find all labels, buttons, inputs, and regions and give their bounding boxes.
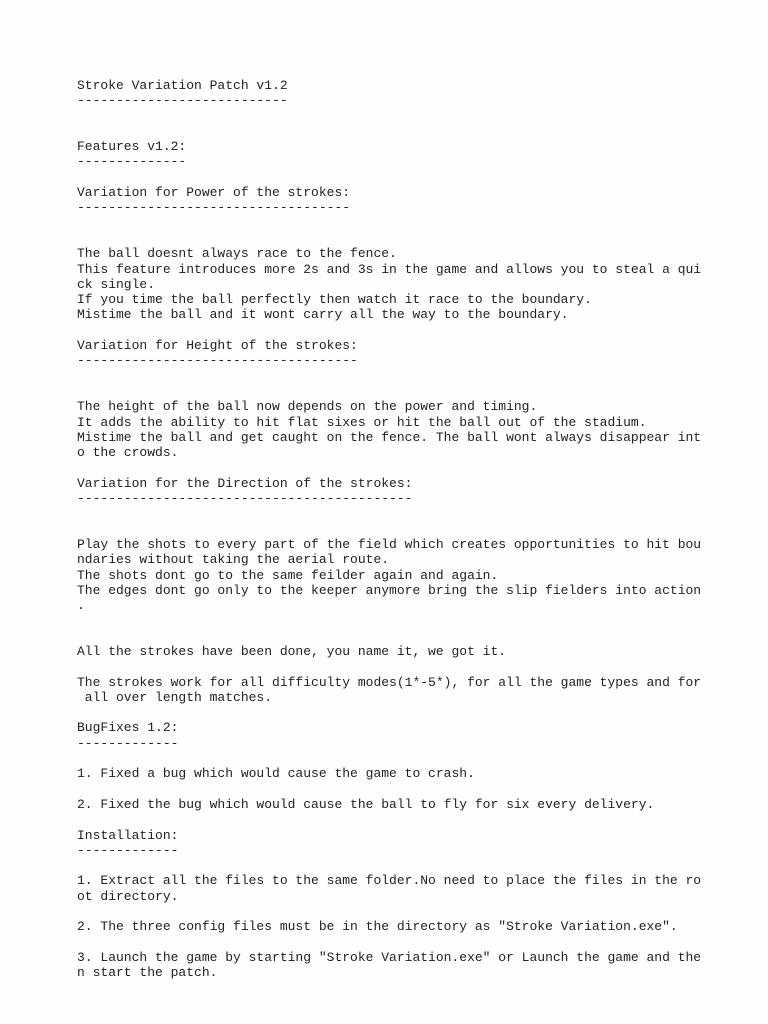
- blank-line: [77, 705, 717, 720]
- blank-line: [77, 369, 717, 384]
- text-line: ck single.: [77, 276, 156, 292]
- text-line: Installation:: [77, 827, 179, 843]
- blank-line: [77, 613, 717, 628]
- blank-line: [77, 782, 717, 797]
- text-line: ot directory.: [77, 888, 179, 904]
- blank-line: [77, 629, 717, 644]
- text-line: It adds the ability to hit flat sixes or hit the ball out of the stadium.: [77, 414, 647, 430]
- text-line: n start the patch.: [77, 965, 218, 981]
- text-line: o the crowds.: [77, 445, 179, 461]
- text-line: --------------: [77, 154, 187, 170]
- blank-line: [77, 323, 717, 338]
- blank-line: [77, 858, 717, 873]
- text-line: Features v1.2:: [77, 139, 187, 155]
- text-line: Play the shots to every part of the field which creates opportunities to hit bou: [77, 536, 702, 552]
- text-line: All the strokes have been done, you name it, we got it.: [77, 643, 507, 659]
- text-line: The strokes work for all difficulty modes(1*-5*), for all the game types and for: [77, 674, 702, 690]
- text-line: 1. Fixed a bug which would cause the game to crash.: [77, 766, 475, 782]
- text-line: Variation for Height of the strokes:: [77, 338, 358, 354]
- blank-line: [77, 170, 717, 185]
- blank-line: [77, 460, 717, 475]
- text-line: Variation for Power of the strokes:: [77, 185, 351, 201]
- document-text: [77, 78, 717, 981]
- text-line: This feature introduces more 2s and 3s in the game and allows you to steal a qui: [77, 261, 702, 277]
- blank-line: [77, 935, 717, 950]
- text-line: .: [77, 598, 85, 614]
- blank-line: [77, 109, 717, 124]
- blank-line: [77, 751, 717, 766]
- text-line: -------------: [77, 735, 179, 751]
- text-line: The edges dont go only to the keeper anymore bring the slip fielders into action: [77, 582, 702, 598]
- text-line: If you time the ball perfectly then watch it race to the boundary.: [77, 292, 592, 308]
- blank-line: [77, 231, 717, 246]
- text-line: -------------: [77, 842, 179, 858]
- text-line: -----------------------------------: [77, 200, 351, 216]
- text-line: all over length matches.: [77, 689, 273, 705]
- text-line: Variation for the Direction of the strokes:: [77, 475, 413, 491]
- blank-line: [77, 522, 717, 537]
- text-line: The ball doesnt always race to the fence.: [77, 246, 397, 262]
- blank-line: [77, 812, 717, 827]
- text-line: BugFixes 1.2:: [77, 720, 179, 736]
- blank-line: [77, 659, 717, 674]
- text-line: Mistime the ball and get caught on the fence. The ball wont always disappear int: [77, 429, 702, 445]
- blank-line: [77, 216, 717, 231]
- text-line: 2. The three config files must be in the directory as "Stroke Variation.exe".: [77, 919, 678, 935]
- text-line: Stroke Variation Patch v1.2: [77, 78, 288, 93]
- text-line: ------------------------------------: [77, 353, 358, 369]
- blank-line: [77, 506, 717, 521]
- text-line: 2. Fixed the bug which would cause the ball to fly for six every delivery.: [77, 796, 655, 812]
- text-line: Mistime the ball and it wont carry all the way to the boundary.: [77, 307, 569, 323]
- text-line: 3. Launch the game by starting "Stroke Variation.exe" or Launch the game and the: [77, 949, 702, 965]
- text-line: The height of the ball now depends on the power and timing.: [77, 399, 538, 415]
- text-line: The shots dont go to the same feilder again and again.: [77, 567, 499, 583]
- blank-line: [77, 904, 717, 919]
- text-line: -------------------------------------------: [77, 491, 413, 507]
- blank-line: [77, 124, 717, 139]
- text-line: 1. Extract all the files to the same folder.No need to place the files in the ro: [77, 873, 702, 889]
- blank-line: [77, 384, 717, 399]
- text-line: ---------------------------: [77, 93, 288, 109]
- text-line: ndaries without taking the aerial route.: [77, 552, 390, 568]
